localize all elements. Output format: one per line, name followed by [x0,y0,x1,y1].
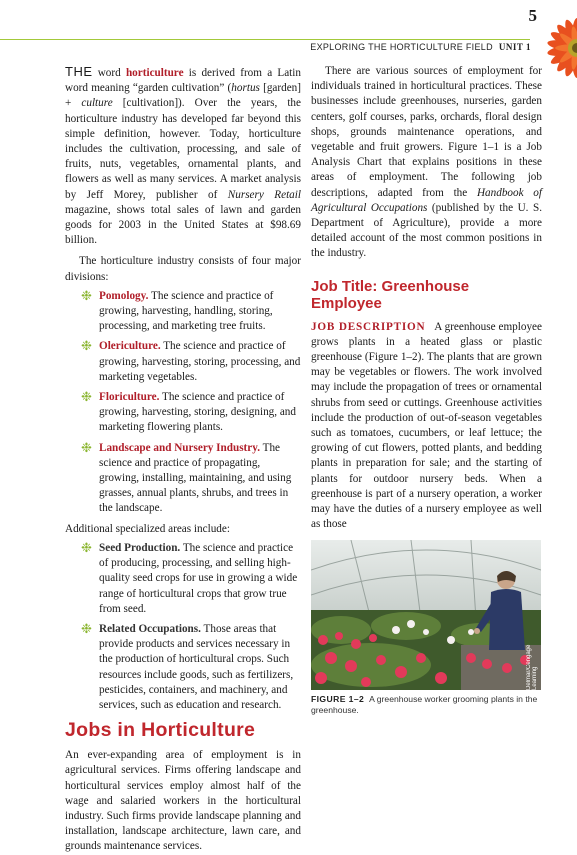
figure-caption-text: A greenhouse worker grooming plants in the greenhouse. [311,694,538,715]
figure-label: FIGURE 1–2 [311,694,365,704]
right-column [311,64,542,532]
left-column [65,64,301,855]
flower-bullet-icon: ❉ [81,539,92,555]
figure-caption [311,694,545,716]
list-item: ❉ Related Occupations. Those areas that provide products and services necessary in the production of horticultural crops. Such resources include goods, such as fertilizers, pesticides, containers, and machinery, and services, such as education and research. [81,620,294,711]
divisions-list [65,289,301,517]
flower-bullet-icon: ❉ [81,439,92,455]
page-number: 5 [528,6,537,25]
running-title: EXPLORING THE HORTICULTURE FIELD [310,42,493,52]
job-title-heading: Job Title: Greenhouse Employee [311,277,470,312]
lead-in: THE [65,64,93,79]
list-item: ❉ Floriculture. The science and practice of growing, harvesting, storing, designing, and marketing flowering plants. [81,389,296,434]
list-item: ❉ Landscape and Nursery Industry. The science and practice of propagating, growing, installing, maintaining, and using grasses, annual plants, shrubs, and trees in the landscape. [81,439,292,515]
jobs-paragraph: An ever-expanding area of employment is in agricultural services. Firms offering landscape and horticultural services employ almost half of the wage and salaried workers in the horticultural industry. Such firms provide landscape planning and installation, landscape architecture, lawn care, and grounds maintenance services. [65,749,301,853]
specialized-list [65,541,301,713]
sources-paragraph: There are various sources of employment for individuals trained in horticultural practices. These businesses include greenhouses, nurseries, garden centers, golf courses, parks, orchards, floral design shops, grounds maintenance operations, and vegetable and fruit growers. Figure 1–1 is a Job Analysis Chart that explains positions in these areas of employment. The following job descriptions, adapted from the Handbook of Agricultural Occupations (published by the U. S. Department of Agriculture), provide a more detailed account of the most common positions in the industry. [311,65,543,260]
specialized-intro: Additional specialized areas include: [65,522,230,535]
divisions-intro: The horticulture industry consists of four major divisions: [65,255,301,283]
flower-bullet-icon: ❉ [81,389,92,405]
job-description: JOB DESCRIPTION A greenhouse employee grows plants in a heated glass or plastic greenhouse (Figure 1–2). The plants that are grown may be vegetables or flowers. The work involved may include the propagation of trees or ornamental shrubs from seed or cuttings. Greenhouse activities include the production of out-of-season vegetables such as tomatoes, cucumbers, or leaf lettuce; the growing of cut flowers, potted plants, and bedding plants in preparation for sale; and the starting of plants for outdoor nursery beds. When a greenhouse is part of a nursery operation, a worker may have the duties of a nursery employee as well as those [311,320,542,531]
list-item: ❉ Seed Production. The science and practice of producing, processing, and selling high-quality seed crops for use in growing a wide range of horticultural crops that grow true from seed. [81,539,298,615]
intro-paragraph: THE word horticulture is derived from a Latin word meaning “garden cultivation” (hortus [garden] + culture [cultivation]). Over the years, the horticulture industry has developed far beyond this simple definition, however. Today, horticulture includes the cultivation, processing, and sale of fruits, nuts, vegetables, ornamental plants, and flowers as well as many services. A market analysis by Jeff Morey, publisher of Nursery Retail magazine, shows total sales of lawn and garden goods for 2003 in the United States at $98.69 billion. [65,64,302,247]
running-head [310,42,531,52]
flower-bullet-icon: ❉ [81,287,92,303]
flower-bullet-icon: ❉ [81,338,92,354]
header-rule [0,39,530,40]
flower-bullet-icon: ❉ [81,620,92,636]
greenhouse-photo-illustration [311,540,541,690]
jobs-heading: Jobs in Horticulture [65,719,256,742]
photo-credit: Delmar/Cengage Learning [526,644,538,690]
list-item: ❉ Olericulture. The science and practice of growing, harvesting, storing, processing, and marketing vegetables. [81,338,301,383]
greenhouse-photo [311,540,541,690]
term-horticulture: horticulture [125,67,184,79]
unit-label: UNIT 1 [498,42,531,52]
job-description-label: JOB DESCRIPTION [311,320,426,333]
list-item: ❉ Pomology. The science and practice of growing, harvesting, handling, storing, processing, and marketing tree fruits. [81,287,274,333]
